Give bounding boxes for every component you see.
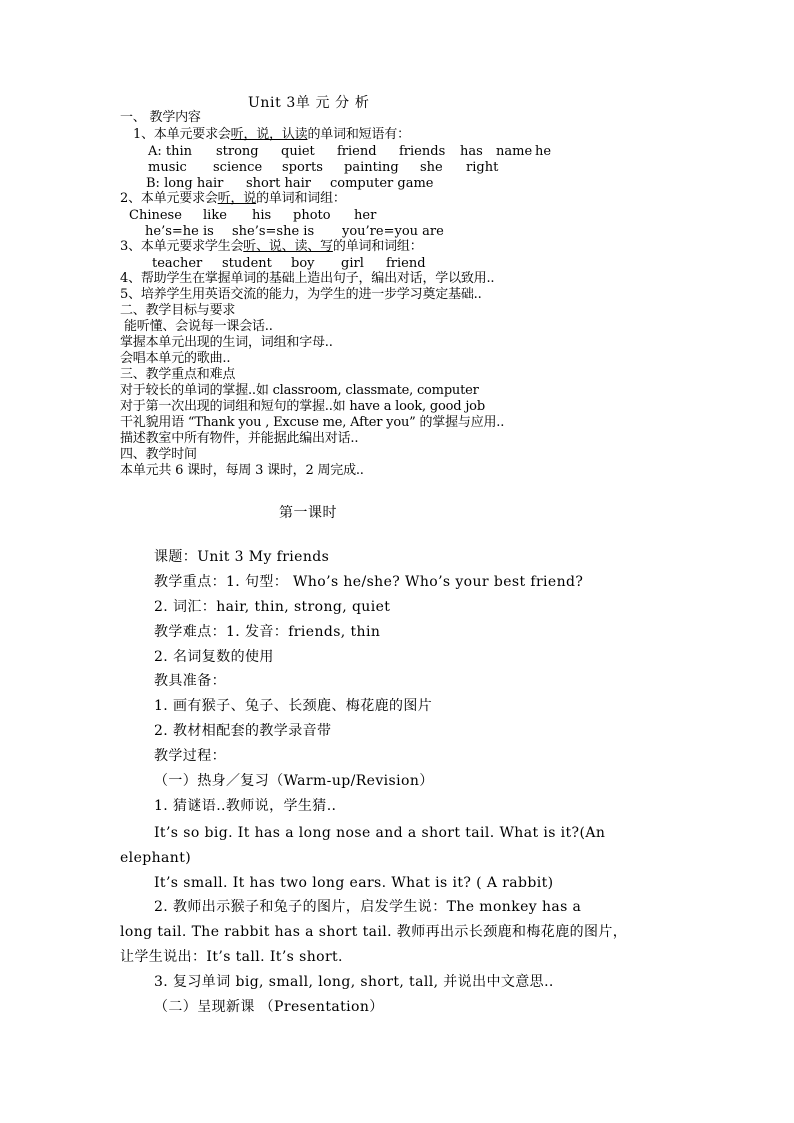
item-3-prefix: 3、本单元要求学生会 [120, 239, 244, 254]
lesson-line: （一）热身／复习（Warm-up/Revision） [154, 773, 434, 789]
item-1-prefix: 1、本单元要求会 [133, 127, 231, 142]
word: computer game [330, 176, 434, 191]
item-1-suffix: 的单词和短语有： [307, 127, 410, 142]
item-4: 4、帮助学生在掌握单词的基础上造出句子，编出对话，学以致用.. [120, 271, 495, 286]
lesson-line: 2. 教材相配套的教学录音带 [154, 723, 332, 739]
word: friends [399, 144, 446, 159]
lesson-line: long tail. The rabbit has a short tail. 教师再出示长颈鹿和梅花鹿的图片， [120, 924, 628, 940]
word: name [496, 144, 533, 159]
lesson-line: 教学重点：1. 句型： Who’s he/she? Who’s your best friend? [154, 574, 584, 590]
lesson-title: 第一课时 [279, 505, 337, 521]
lesson-line: 2. 教师出示猴子和兔子的图片，启发学生说：The monkey has a [154, 899, 582, 915]
item-2 [120, 192, 346, 205]
word: like [203, 208, 227, 223]
word: he [535, 144, 552, 159]
section-3-heading: 三、教学重点和难点 [120, 367, 236, 382]
lesson-line: 2. 词汇：hair, thin, strong, quiet [154, 599, 391, 615]
item-3-underlined: 听、说、读、写 [243, 239, 333, 254]
item-3-suffix: 的单词和词组： [332, 239, 423, 254]
lesson-line: 课题：Unit 3 My friends [154, 549, 330, 565]
section-1-heading: 一、 教学内容 [120, 110, 201, 125]
word: B: long hair [146, 176, 224, 191]
lesson-line: 教学难点：1. 发音：friends, thin [154, 624, 381, 640]
word: he’s=he is [145, 224, 214, 239]
word: A: thin [148, 144, 193, 159]
word: photo [293, 208, 331, 223]
item-2-suffix: 的单词和词组： [256, 191, 346, 206]
unit-heading: Unit 3单 元 分 析 [248, 95, 370, 111]
word: you’re=you are [342, 224, 444, 239]
section-4-heading: 四、教学时间 [120, 447, 197, 462]
lesson-line: It’s so big. It has a long nose and a short tail. What is it?(An [154, 825, 606, 841]
teaching-time: 本单元共 6 课时，每周 3 课时，2 周完成.. [120, 463, 364, 478]
word: right [466, 160, 499, 175]
word: girl [341, 256, 364, 271]
word: student [222, 256, 272, 271]
word: music [148, 160, 187, 175]
word: she [420, 160, 443, 175]
lesson-line: 2. 名词复数的使用 [154, 649, 274, 665]
word: quiet [281, 144, 315, 159]
word: her [354, 208, 377, 223]
word: has [460, 144, 483, 159]
goal-3: 会唱本单元的歌曲.. [120, 351, 231, 366]
key-point-1: 对于较长的单词的掌握..如 classroom, classmate, computer [120, 383, 479, 398]
item-3 [120, 240, 423, 253]
key-point-4: 描述教室中所有物件，并能据此编出对话.. [120, 431, 359, 446]
word: she’s=she is [232, 224, 315, 239]
lesson-line: It’s small. It has two long ears. What is it? ( A rabbit) [154, 875, 554, 891]
lesson-line: elephant) [120, 850, 192, 866]
lesson-line: 教具准备： [154, 673, 226, 689]
item-1-underlined: 听，说，认读 [230, 127, 308, 142]
lesson-line: 1. 画有猴子、兔子、长颈鹿、梅花鹿的图片 [154, 698, 433, 714]
lesson-line: 1. 猜谜语..教师说，学生猜.. [154, 798, 337, 814]
item-1 [133, 128, 410, 141]
lesson-line: 教学过程： [154, 748, 226, 764]
section-2-heading: 二、教学目标与要求 [120, 303, 236, 318]
word: strong [216, 144, 259, 159]
key-point-2: 对于第一次出现的词组和短句的掌握..如 have a look, good job [120, 399, 485, 414]
item-5: 5、培养学生用英语交流的能力，为学生的进一步学习奠定基础.. [120, 287, 482, 302]
word: sports [282, 160, 323, 175]
word: boy [291, 256, 315, 271]
lesson-line: （二）呈现新课 （Presentation） [154, 999, 384, 1015]
key-point-3: 干礼貌用语 “Thank you , Excuse me, After you” 的掌握与应用.. [120, 415, 505, 430]
word: short hair [246, 176, 311, 191]
item-2-underlined: 听，说 [217, 191, 257, 206]
word: science [213, 160, 263, 175]
word: friend [386, 256, 426, 271]
word: his [252, 208, 272, 223]
word: friend [337, 144, 377, 159]
item-2-prefix: 2、本单元要求会 [120, 191, 218, 206]
goal-1: 能听懂、会说每一课会话.. [124, 319, 273, 334]
lesson-line: 让学生说出：It’s tall. It’s short. [120, 949, 343, 965]
word: Chinese [129, 208, 182, 223]
goal-2: 掌握本单元出现的生词，词组和字母.. [120, 335, 333, 350]
lesson-line: 3. 复习单词 big, small, long, short, tall, 并说出中文意思.. [154, 974, 554, 990]
word: painting [344, 160, 399, 175]
word: teacher [152, 256, 203, 271]
